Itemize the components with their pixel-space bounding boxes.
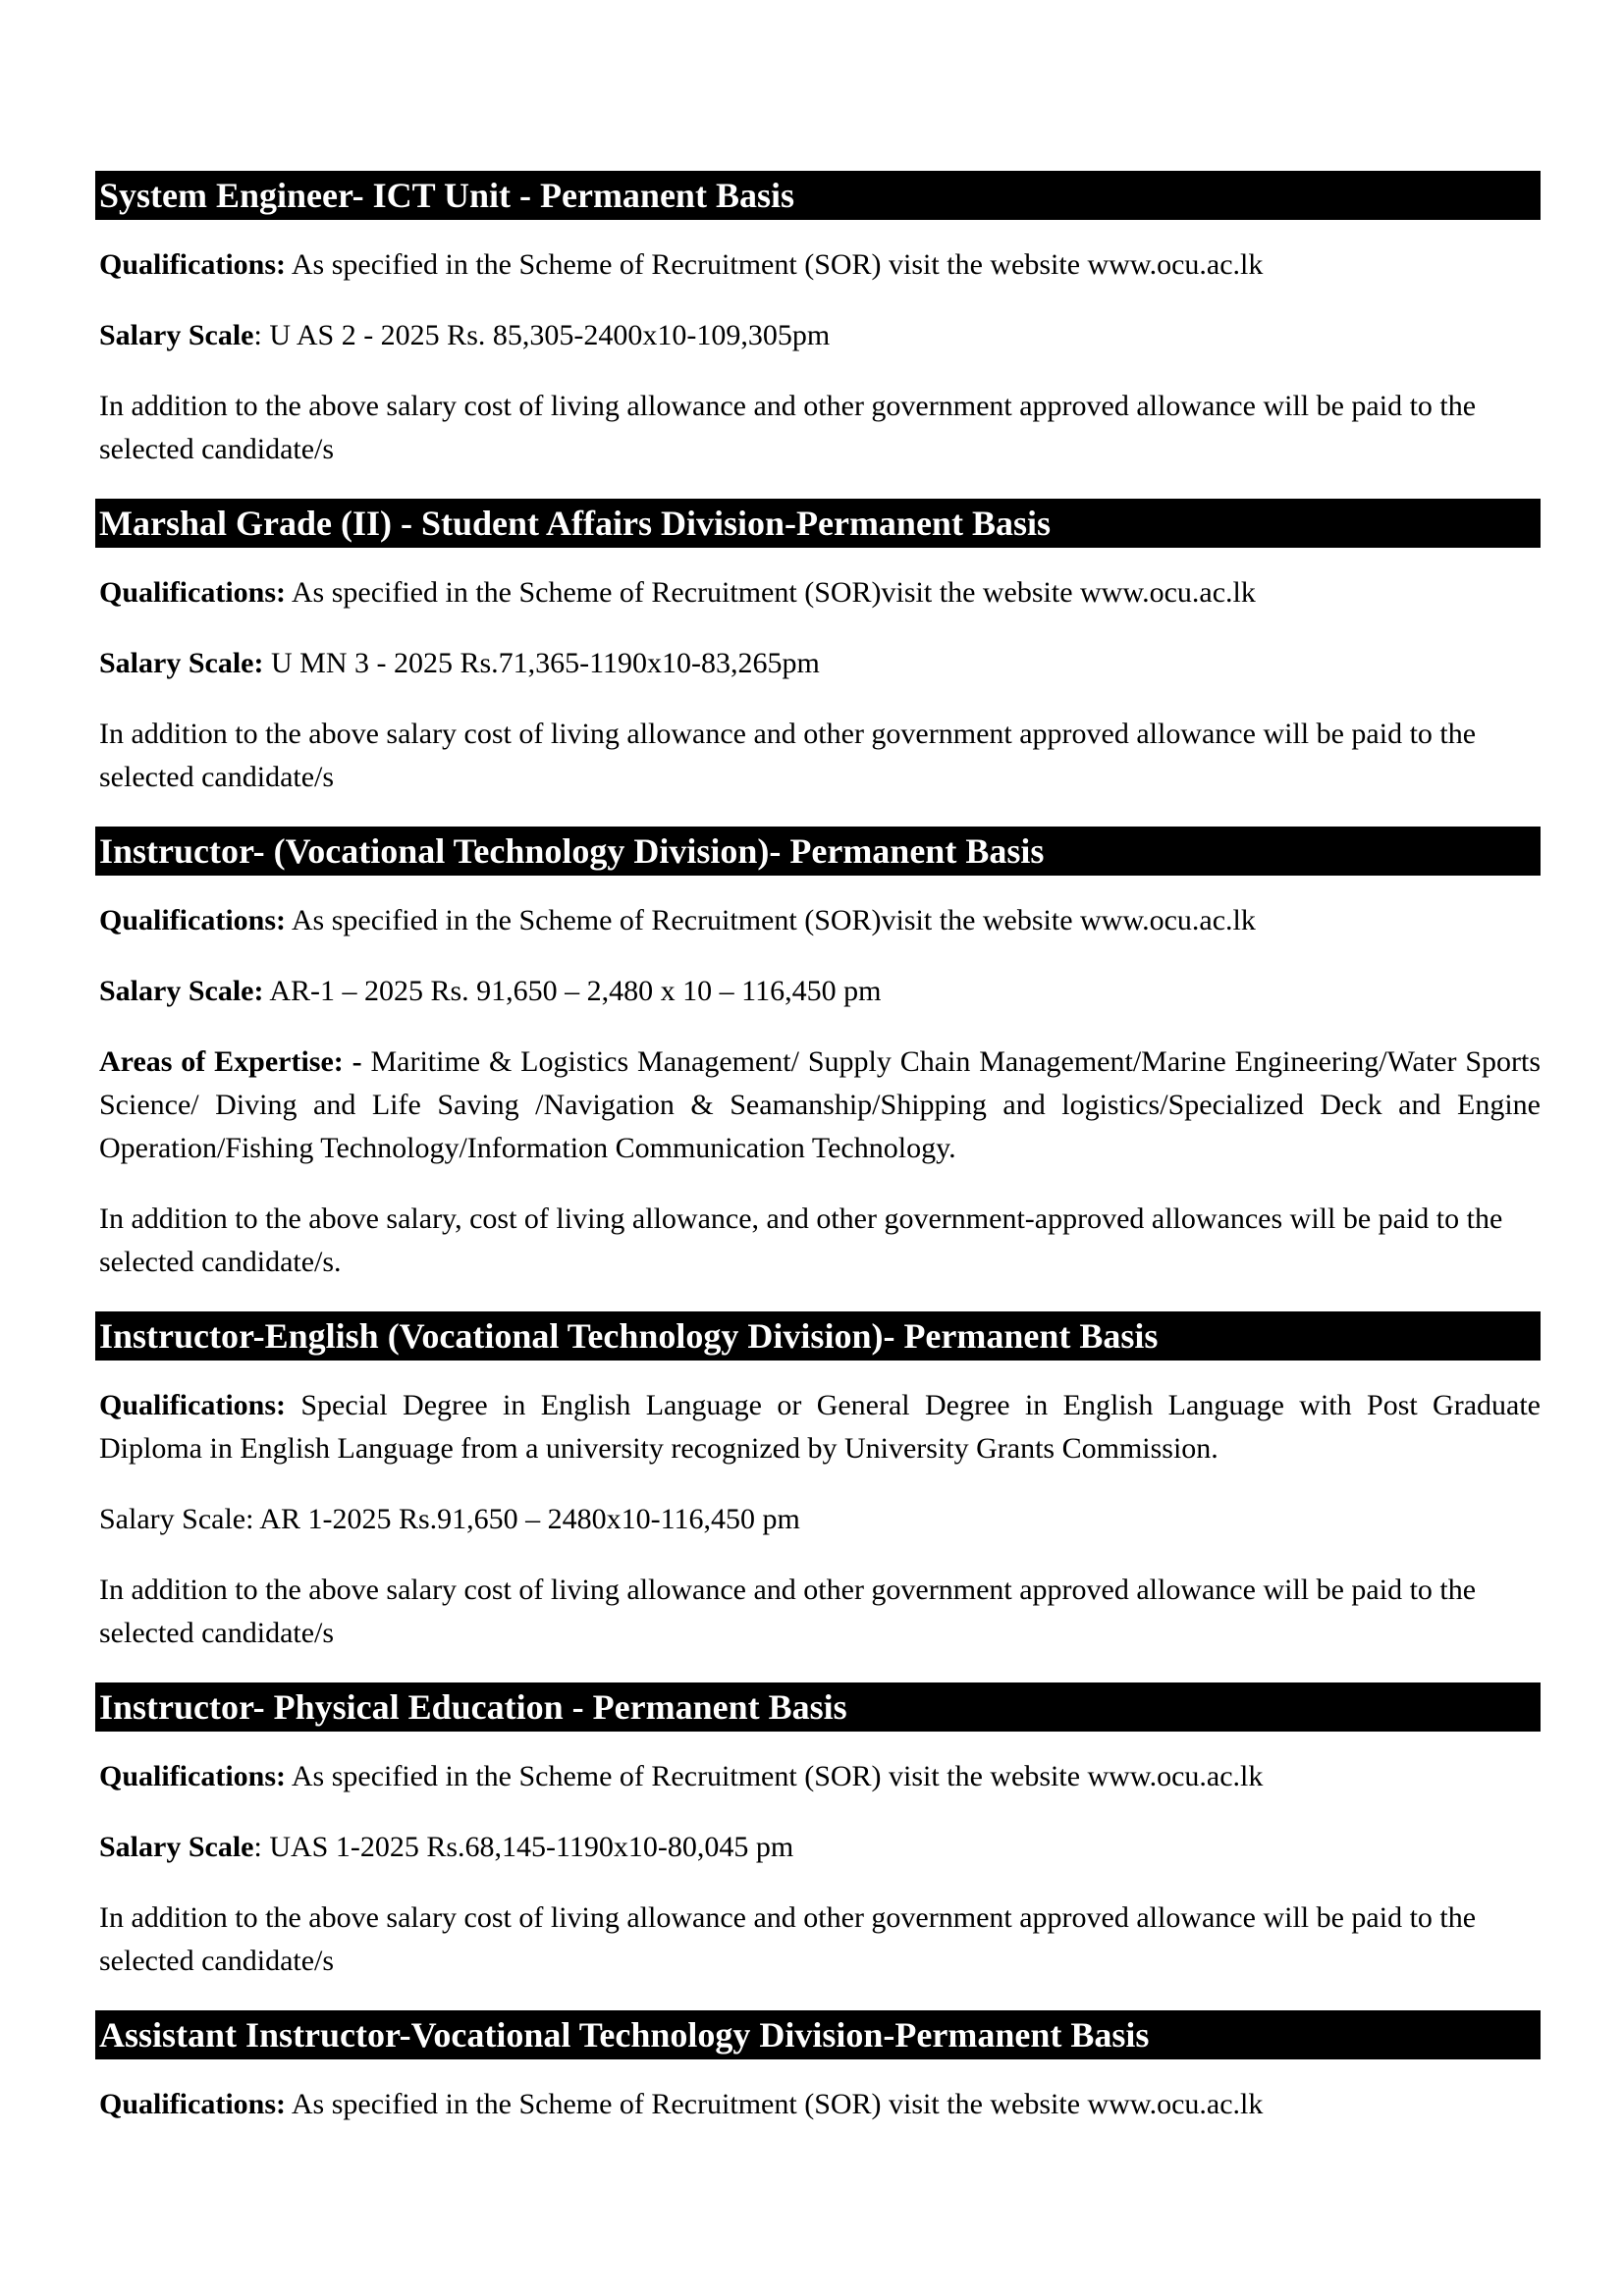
job-section-instructor-vocational [95,827,1541,1284]
salary-label: Salary Scale [99,1831,254,1863]
allowance-note: In addition to the above salary cost of living allowance and other government approved allowance will be paid to the selected candidate/s [99,718,1477,793]
section-heading: Instructor- (Vocational Technology Division)- Permanent Basis [95,827,1541,876]
salary-line [99,970,1541,1013]
qualifications-line [99,2083,1541,2126]
salary-line [99,314,1541,357]
qualifications-text: As specified in the Scheme of Recruitment (SOR) visit the website www.ocu.ac.lk [286,1760,1264,1792]
job-section-instructor-physical-education [95,1682,1541,1983]
qualifications-text: As specified in the Scheme of Recruitment (SOR) visit the website www.ocu.ac.lk [286,2088,1264,2120]
qualifications-text: As specified in the Scheme of Recruitment (SOR) visit the website www.ocu.ac.lk [286,248,1264,281]
section-heading: Marshal Grade (II) - Student Affairs Division-Permanent Basis [95,499,1541,548]
qualifications-line [99,243,1541,287]
salary-label: Salary Scale: [99,975,264,1007]
salary-label: Salary Scale [99,319,254,351]
salary-line: Salary Scale: AR 1-2025 Rs.91,650 – 2480x10-116,450 pm [99,1503,800,1535]
qualifications-label: Qualifications: [99,1760,287,1792]
qualifications-text: Special Degree in English Language or General Degree in English Language with Post Graduate Diploma in English Language from a university recognized by University Grants Commission. [99,1389,1541,1465]
qualifications-label: Qualifications: [99,248,287,281]
qualifications-text: As specified in the Scheme of Recruitment (SOR)visit the website www.ocu.ac.lk [286,576,1256,609]
job-section-instructor-english [95,1311,1541,1655]
salary-label: Salary Scale: [99,647,264,679]
allowance-note: In addition to the above salary cost of living allowance and other government approved allowance will be paid to the selected candidate/s [99,1901,1477,1977]
salary-line [99,1826,1541,1869]
document-page [95,171,1541,2154]
section-heading: Instructor- Physical Education - Permanent Basis [95,1682,1541,1732]
section-heading: Assistant Instructor-Vocational Technology Division-Permanent Basis [95,2010,1541,2059]
expertise-text: Maritime & Logistics Management/ Supply Chain Management/Marine Engineering/Water Sports Science/ Diving and Life Saving /Navigation & Seamanship/Shipping and logistics/Specialized Deck and Engine Operation/Fishing Technology/Information Communication Technology. [99,1045,1541,1164]
salary-text: : UAS 1-2025 Rs.68,145-1190x10-80,045 pm [253,1831,794,1863]
expertise-line [99,1041,1541,1170]
qualifications-line [99,1384,1541,1470]
qualifications-line [99,571,1541,614]
section-heading: System Engineer- ICT Unit - Permanent Basis [95,171,1541,220]
salary-text: : U AS 2 - 2025 Rs. 85,305-2400x10-109,305pm [253,319,831,351]
qualifications-line [99,1755,1541,1798]
qualifications-label: Qualifications: [99,1389,287,1421]
allowance-note: In addition to the above salary cost of living allowance and other government approved allowance will be paid to the selected candidate/s [99,1574,1477,1649]
allowance-note: In addition to the above salary, cost of living allowance, and other government-approved allowances will be paid to the selected candidate/s. [99,1202,1503,1278]
job-section-assistant-instructor [95,2010,1541,2126]
salary-line [99,642,1541,685]
qualifications-label: Qualifications: [99,576,287,609]
qualifications-label: Qualifications: [99,904,287,936]
qualifications-label: Qualifications: [99,2088,287,2120]
expertise-label: Areas of Expertise: - [99,1045,362,1078]
allowance-note: In addition to the above salary cost of living allowance and other government approved allowance will be paid to the selected candidate/s [99,390,1477,465]
job-section-system-engineer [95,171,1541,471]
job-section-marshal-grade-ii [95,499,1541,799]
salary-text: U MN 3 - 2025 Rs.71,365-1190x10-83,265pm [263,647,820,679]
section-heading: Instructor-English (Vocational Technology Division)- Permanent Basis [95,1311,1541,1361]
qualifications-text: As specified in the Scheme of Recruitment (SOR)visit the website www.ocu.ac.lk [286,904,1256,936]
salary-text: AR-1 – 2025 Rs. 91,650 – 2,480 x 10 – 116,450 pm [263,975,882,1007]
qualifications-line [99,899,1541,942]
